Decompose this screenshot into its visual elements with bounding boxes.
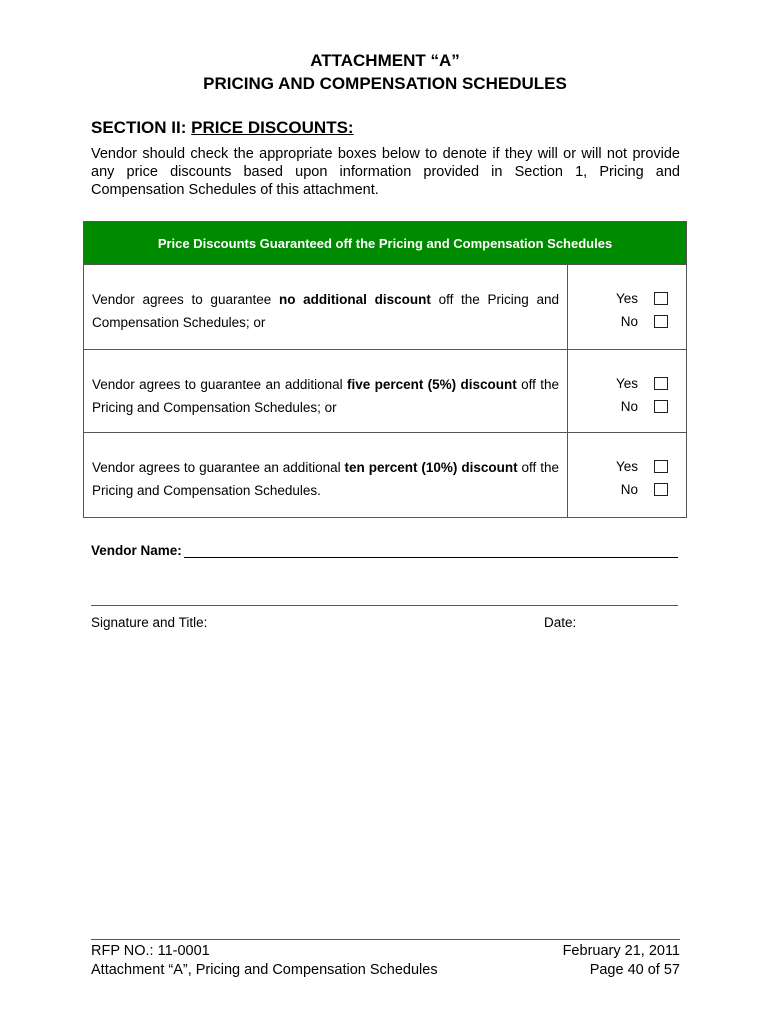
row-options xyxy=(568,265,686,349)
no-checkbox[interactable] xyxy=(654,315,668,328)
table-row xyxy=(84,433,686,517)
row-text-post: off the Pricing and Compensation Schedules; or xyxy=(92,292,559,330)
table-header: Price Discounts Guaranteed off the Pricing and Compensation Schedules xyxy=(84,222,686,265)
row-text-bold: no additional discount xyxy=(278,292,431,307)
table-row xyxy=(84,265,686,350)
row-text-bold: ten percent (10%) discount xyxy=(344,460,518,475)
yes-checkbox[interactable] xyxy=(654,460,668,473)
no-checkbox[interactable] xyxy=(654,400,668,413)
row-text-post: off the Pricing and Compensation Schedules; or xyxy=(92,377,559,415)
signature-line[interactable] xyxy=(91,605,678,606)
row-text-pre: Vendor agrees to guarantee xyxy=(92,292,279,307)
document-title: ATTACHMENT “A” xyxy=(310,51,460,70)
row-text-pre: Vendor agrees to guarantee an additional xyxy=(92,460,345,475)
footer-attachment-title: Attachment “A”, Pricing and Compensation Schedules xyxy=(91,962,438,978)
row-options xyxy=(568,433,686,517)
yes-checkbox[interactable] xyxy=(654,292,668,305)
yes-label: Yes xyxy=(615,376,638,391)
document-subtitle: PRICING AND COMPENSATION SCHEDULES xyxy=(203,74,567,93)
table-row xyxy=(84,350,686,433)
footer-page-number: Page 40 of 57 xyxy=(589,962,680,978)
row-text-pre: Vendor agrees to guarantee an additional xyxy=(92,377,347,392)
signature-label: Signature and Title: xyxy=(91,615,208,630)
section-prefix: SECTION II: xyxy=(91,118,187,137)
no-label: No xyxy=(620,482,638,497)
section-title: PRICE DISCOUNTS: xyxy=(191,118,354,137)
date-label: Date: xyxy=(544,615,577,630)
row-description xyxy=(84,265,568,349)
no-checkbox[interactable] xyxy=(654,483,668,496)
yes-checkbox[interactable] xyxy=(654,377,668,390)
footer-date: February 21, 2011 xyxy=(562,943,680,959)
footer-left xyxy=(91,942,438,980)
vendor-name-input-line[interactable] xyxy=(184,543,678,558)
vendor-name-label: Vendor Name: xyxy=(91,543,182,558)
no-label: No xyxy=(620,399,638,414)
row-description xyxy=(84,350,568,432)
row-options xyxy=(568,350,686,432)
footer-rfp-number: RFP NO.: 11-0001 xyxy=(91,943,210,959)
footer-divider xyxy=(91,939,680,940)
vendor-name-field xyxy=(91,543,678,558)
row-description xyxy=(84,433,568,517)
intro-paragraph: Vendor should check the appropriate boxes below to denote if they will or will not provide any price discounts based upon information provided in Section 1, Pricing and Compensation Schedules of this attachment. xyxy=(91,146,680,198)
price-discount-table xyxy=(83,221,687,518)
row-text-post: off the Pricing and Compensation Schedules. xyxy=(92,460,560,498)
row-text-bold: five percent (5%) discount xyxy=(346,377,517,392)
yes-label: Yes xyxy=(615,291,638,306)
no-label: No xyxy=(620,314,638,329)
footer-right xyxy=(563,942,680,980)
section-heading xyxy=(91,117,354,139)
yes-label: Yes xyxy=(615,459,638,474)
